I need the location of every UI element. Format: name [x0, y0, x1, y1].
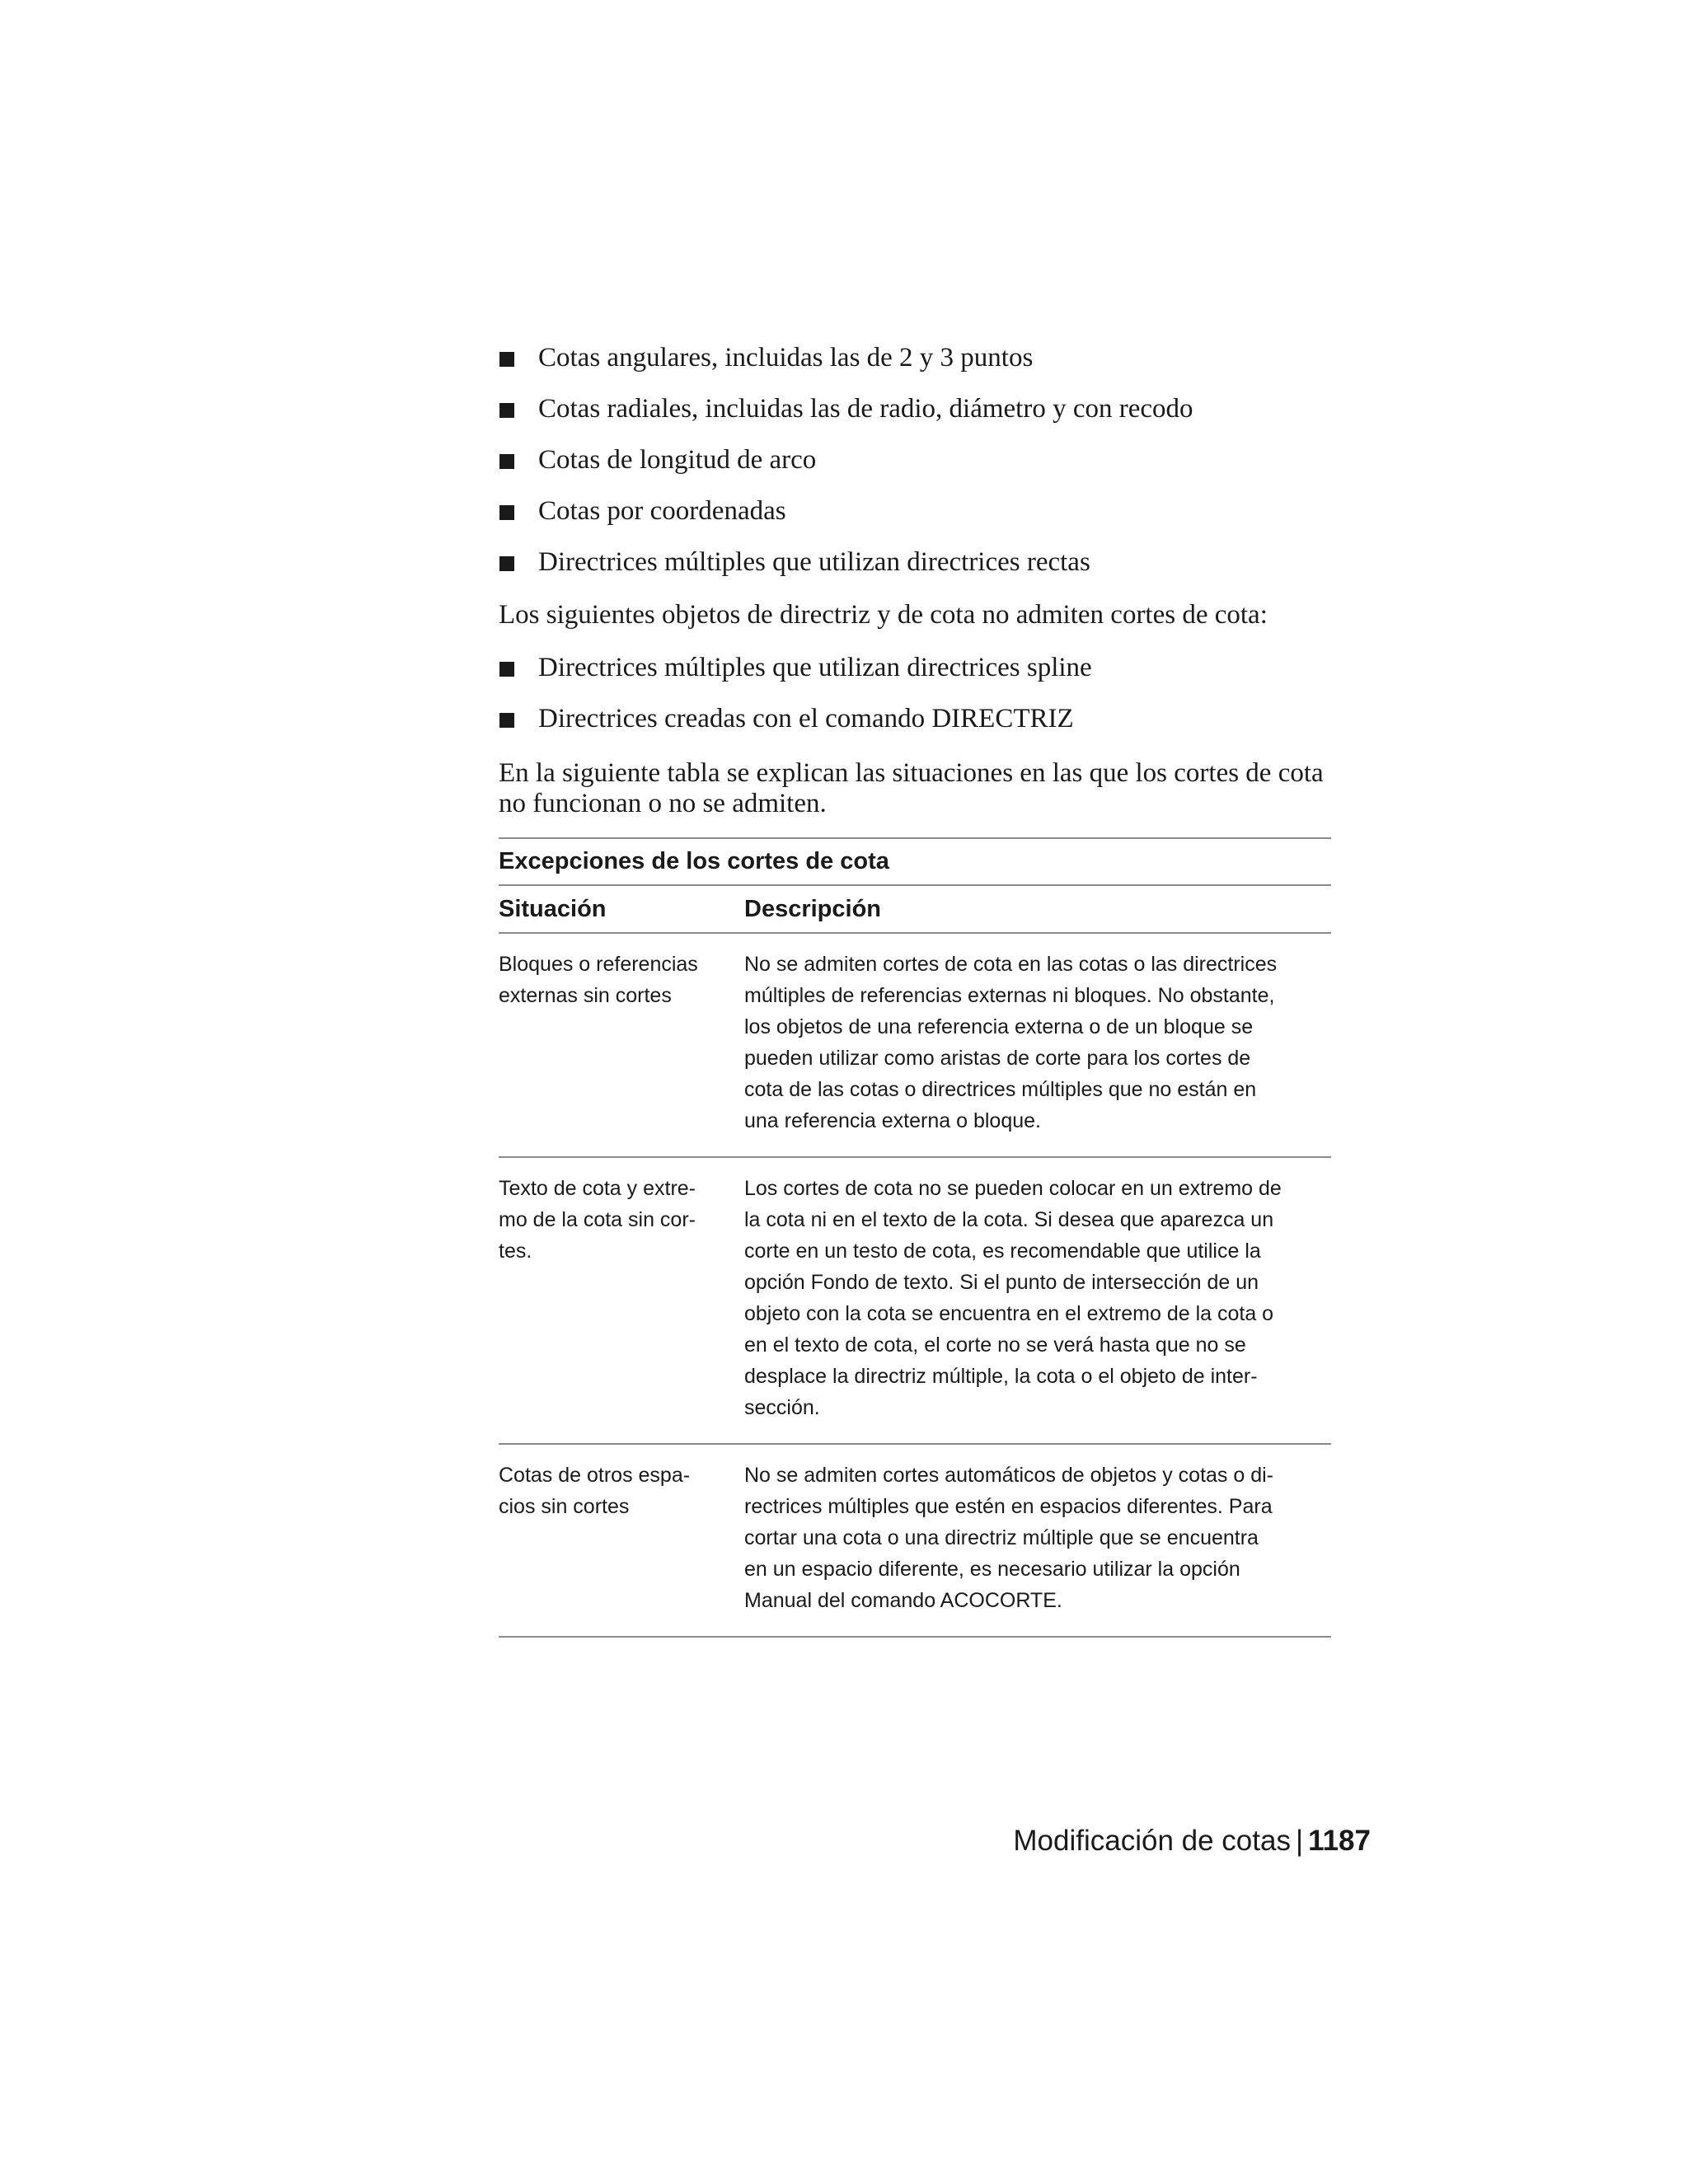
paragraph-line: En la siguiente tabla se explican las situaciones en las que los cortes de cota	[499, 758, 1324, 788]
footer-section-title: Modificación de cotas	[1013, 1825, 1291, 1857]
cell-line: corte en un testo de cota, es recomendable que utilice la	[744, 1240, 1261, 1263]
list-item-text: Directrices creadas con el comando DIRECTRIZ	[538, 704, 1074, 733]
cell-line: rectrices múltiples que estén en espacios diferentes. Para	[744, 1495, 1273, 1518]
list-item-text: Cotas por coordenadas	[538, 496, 786, 526]
cell-line: sección.	[744, 1396, 820, 1419]
list-item-text: Cotas angulares, incluidas las de 2 y 3 puntos	[538, 343, 1034, 373]
list-item-text: Cotas de longitud de arco	[538, 445, 817, 475]
cell-line: pueden utilizar como aristas de corte para los cortes de	[744, 1047, 1251, 1070]
footer-separator: |	[1295, 1825, 1304, 1857]
paragraph-table-intro	[499, 758, 1372, 819]
bullet-list-unsupported	[499, 651, 1372, 735]
cell-line: Manual del comando ACOCORTE.	[744, 1589, 1062, 1612]
table-title: Excepciones de los cortes de cota	[499, 837, 1331, 884]
cell-line: Texto de cota y extre-	[499, 1177, 696, 1200]
cell-line: cota de las cotas o directrices múltiples que no están en	[744, 1078, 1257, 1101]
table-header-row	[499, 884, 1331, 934]
table-row	[499, 1158, 1331, 1445]
table-header-situation: Situación	[499, 896, 607, 922]
exceptions-table	[499, 837, 1331, 1638]
square-bullet-icon	[499, 556, 514, 571]
table-cell-situation	[499, 949, 744, 1137]
square-bullet-icon	[499, 713, 514, 728]
cell-line: Bloques o referencias	[499, 953, 698, 976]
table-cell-description	[744, 1460, 1331, 1616]
cell-line: cortar una cota o una directriz múltiple que se encuentra	[744, 1526, 1259, 1549]
cell-line: en el texto de cota, el corte no se verá hasta que no se	[744, 1333, 1246, 1357]
square-bullet-icon	[499, 505, 514, 520]
list-item	[499, 443, 1372, 476]
table-header-description: Descripción	[744, 896, 881, 922]
cell-line: mo de la cota sin cor-	[499, 1208, 696, 1231]
page-content	[499, 341, 1372, 1638]
cell-line: objeto con la cota se encuentra en el extremo de la cota o	[744, 1302, 1274, 1325]
bullet-list-supported	[499, 341, 1372, 579]
table-row	[499, 934, 1331, 1158]
cell-line: No se admiten cortes de cota en las cotas o las directrices	[744, 953, 1278, 976]
table-cell-description	[744, 949, 1331, 1137]
list-item	[499, 341, 1372, 374]
table-cell-situation	[499, 1460, 744, 1616]
cell-line: múltiples de referencias externas ni bloques. No obstante,	[744, 984, 1275, 1007]
page-number: 1187	[1308, 1825, 1371, 1857]
cell-line: tes.	[499, 1240, 532, 1263]
cell-line: una referencia externa o bloque.	[744, 1109, 1041, 1132]
cell-line: No se admiten cortes automáticos de objetos y cotas o di-	[744, 1464, 1273, 1487]
square-bullet-icon	[499, 403, 514, 418]
cell-line: Cotas de otros espa-	[499, 1464, 691, 1487]
cell-line: cios sin cortes	[499, 1495, 630, 1518]
list-item	[499, 494, 1372, 527]
cell-line: desplace la directriz múltiple, la cota o el objeto de inter-	[744, 1365, 1258, 1388]
page-footer	[1013, 1823, 1371, 1859]
cell-line: externas sin cortes	[499, 984, 672, 1007]
table-row	[499, 1445, 1331, 1638]
cell-line: en un espacio diferente, es necesario utilizar la opción	[744, 1558, 1240, 1581]
paragraph-unsupported-intro: Los siguientes objetos de directriz y de cota no admiten cortes de cota:	[499, 600, 1268, 630]
cell-line: la cota ni en el texto de la cota. Si desea que aparezca un	[744, 1208, 1274, 1231]
list-item	[499, 392, 1372, 425]
list-item	[499, 546, 1372, 579]
list-item	[499, 651, 1372, 684]
square-bullet-icon	[499, 454, 514, 469]
cell-line: Los cortes de cota no se pueden colocar en un extremo de	[744, 1177, 1282, 1200]
square-bullet-icon	[499, 352, 514, 367]
list-item-text: Directrices múltiples que utilizan directrices rectas	[538, 547, 1090, 577]
square-bullet-icon	[499, 662, 514, 677]
paragraph-line: no funcionan o no se admiten.	[499, 789, 827, 818]
table-cell-situation	[499, 1173, 744, 1423]
cell-line: los objetos de una referencia externa o de un bloque se	[744, 1015, 1254, 1038]
list-item-text: Directrices múltiples que utilizan directrices spline	[538, 653, 1092, 682]
cell-line: opción Fondo de texto. Si el punto de intersección de un	[744, 1271, 1259, 1294]
table-cell-description	[744, 1173, 1331, 1423]
list-item	[499, 702, 1372, 735]
list-item-text: Cotas radiales, incluidas las de radio, diámetro y con recodo	[538, 394, 1193, 424]
